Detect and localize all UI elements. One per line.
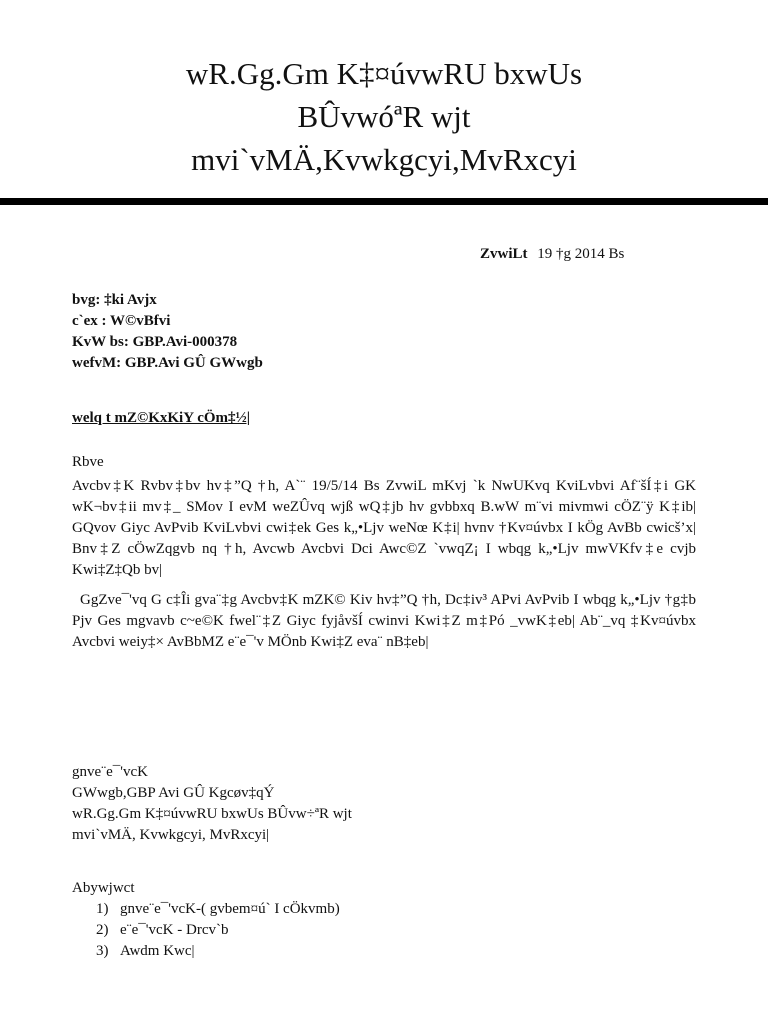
recipient-block xyxy=(72,290,263,374)
list-item xyxy=(72,899,340,920)
signatory-company: wR.Gg.Gm K‡¤úvwRU bxwUs BÛvw÷ªR wjt xyxy=(72,806,352,822)
company-name: wR.Gg.Gm K‡¤úvwRU bxwUs xyxy=(185,56,583,91)
date-value: 19 †g 2014 Bs xyxy=(537,246,625,262)
copy-to-title: Abywjwct xyxy=(72,880,135,896)
list-item xyxy=(72,941,340,962)
list-item-number: 1) xyxy=(96,901,109,917)
signatory-department: GWwgb,GBP Avi GÛ Kgcøv‡qÝ xyxy=(72,785,275,801)
recipient-name: bvg: ‡ki Avjx xyxy=(72,292,157,308)
company-name-suffix: BÛvwóªR wjt xyxy=(297,99,471,134)
list-item-text: Awdm Kwc| xyxy=(120,943,195,959)
letterhead xyxy=(0,52,768,181)
letter-subject: welq t mZ©KxKiY cÖm‡½| xyxy=(72,410,251,426)
list-item-number: 2) xyxy=(96,922,109,938)
list-item-text: gnve¨e¯'vcK-( gvbem¤ú` I cÖkvmb) xyxy=(120,901,340,917)
recipient-department: wefvM: GBP.Avi GÛ GWwgb xyxy=(72,355,263,371)
signature-block xyxy=(72,762,352,846)
list-item-text: e¨e¯'vcK - Drcv`b xyxy=(120,922,229,938)
recipient-card-no: KvW bs: GBP.Avi-000378 xyxy=(72,334,238,350)
company-address: mvi`vMÄ,Kvwkgcyi,MvRxcyi xyxy=(191,142,577,177)
recipient-designation: c`ex : W©vBfvi xyxy=(72,313,171,329)
list-item-number: 3) xyxy=(96,943,109,959)
signatory-title: gnve¨e¯'vcK xyxy=(72,764,149,780)
copy-to-block xyxy=(72,878,340,962)
letter-date xyxy=(480,246,624,263)
copy-to-list xyxy=(72,899,340,962)
header-divider xyxy=(0,198,768,205)
signatory-address: mvi`vMÄ, Kvwkgcyi, MvRxcyi| xyxy=(72,827,270,843)
date-label: ZvwiLt xyxy=(480,246,528,262)
body-paragraph-2: GgZve¯'vq G c‡Îi gva¨‡g Avcbv‡K mZK© Kiv hv‡”Q †h, Dc‡iv³ APvi AvPvib I wbqg k„•Ljv †g‡b Pjv Ges mgvavb c~e©K fwel¨‡Z Giyc fyjåvšÍ cwinvi Kwi‡Z m‡Pó _vwK‡eb| Ab¨_vq ‡Kv¤úvbx Avcbvi weiy‡× AvBbMZ e¨e¯'v MÖnb Kwi‡Z eva¨ nB‡eb| xyxy=(72,592,696,650)
salutation: Rbve xyxy=(72,454,104,470)
list-item xyxy=(72,920,340,941)
body-paragraph-1: Avcbv‡K Rvbv‡bv hv‡”Q †h, A`¨ 19/5/14 Bs ZvwiL mKvj `k NwUKvq KviLvbvi Af¨šÍ‡i GK wK¬bv‡ii mv‡_ SMov I evM weZÛvq wjß wQ‡jb hv gvbbxq B.wW m¨vi mivmwi cÖZ¨ÿ K‡ib| GQvov Giyc AvPvib KviLvbvi cwi‡ek Ges k„•Ljv weNœ K‡i| hvnv †Kv¤úvbx I kÖg AvBb cwicš’x| Bnv‡Z cÖwZqgvb nq †h, Avcwb Avcbvi Dci Awc©Z `vwqZ¡ I wbqg k„•Ljv mwVKfv‡e cvjb Kwi‡Z‡Qb bv| xyxy=(72,478,696,578)
